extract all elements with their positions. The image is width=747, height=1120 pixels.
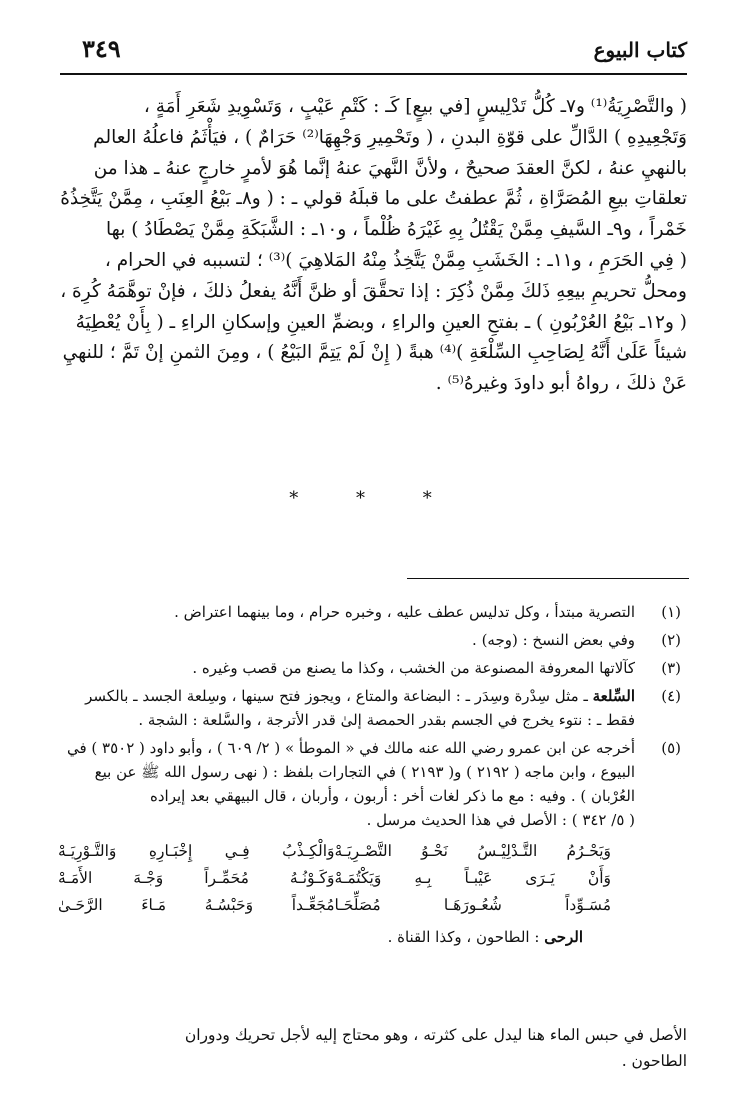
footnote-number: (٤) xyxy=(661,687,681,705)
poem-hemistich-right: وَأَنْ يَـرَى عَيْبـاً بِـهِ وَيَكْتُمَـهْ xyxy=(334,869,611,887)
main-text xyxy=(58,92,687,400)
footnote-text: العُرْبان ) . وفيه : مع ما ذكر لغات أخر : أربون ، وأربان ، قال البيهقي بعد إيراده xyxy=(150,787,635,805)
main-line: ( فِي الحَرَمِ ، و١١ـ : الخَشَبِ مِمَّنْ يَتَّخِذُ مِنْهُ المَلاهِيَ )⁽³⁾ ؛ لتسببه في الحرام ، xyxy=(104,249,687,271)
poem-verse xyxy=(58,892,611,919)
footnote-text: أخرجه عن ابن عمرو رضي الله عنه مالك في « الموطأ » ( ٢/ ٦٠٩ ) ، وأبو داود ( ٣٥٠٢ ) في xyxy=(66,739,635,757)
main-line: عَنْ ذلكَ ، رواهُ أبو داودَ وغيرهُ⁽⁵⁾ . xyxy=(435,373,687,395)
running-title: كتاب البيوع xyxy=(593,38,687,62)
footnote-text: كآلاتها المعروفة المصنوعة من الخشب ، وكذا ما يصنع من قصب وغيره . xyxy=(192,659,635,677)
main-line: ومحلُّ تحريمِ بيعِهِ ذَلكَ مِمَّنْ ذُكِرَ : إذا تحقَّقَ أو ظنَّ أَنَّهُ يفعلُ ذلكَ ، فإنْ توهَّمَهُ كُرِهَ ، xyxy=(60,280,687,302)
main-line: ( والتَّصْرِيَةُ⁽¹⁾ و٧ـ كُلُّ تَدْلِيسٍ [في بيعٍ] كَـ : كَتْمِ عَيْبٍ ، وَتَسْوِيدِ شَعَرِ أَمَةٍ ، xyxy=(143,96,687,117)
page-header xyxy=(60,34,687,70)
footnote-text xyxy=(58,684,635,708)
footnote-text: وفي بعض النسخ : (وجه) . xyxy=(472,631,635,649)
section-ornament: * * * xyxy=(289,488,458,509)
poem-verse xyxy=(58,865,611,892)
header-rule xyxy=(60,73,687,75)
main-line: ( و١٢ـ بَيْعُ العُرْبُونِ ) ـ بفتحِ العينِ والراءِ ، وبضمِّ العينِ وإسكانِ الراءِ ـ ( بِأَنْ يُعْطِيَهُ xyxy=(75,311,687,333)
footnotes xyxy=(58,600,687,953)
ruha-definition: : الطاحون ، وكذا القناة . xyxy=(387,928,545,946)
main-line: وَتَجْعِيدِهِ ) الدَّالِّ على قوّةِ البدنِ ، ( وتَحْمِيرِ وَجْهِهَا⁽²⁾ حَرَامٌ ) ، فيَأْثَمُ فاعلُهُ العالم xyxy=(93,126,687,148)
poem xyxy=(58,838,611,919)
footnote-number: (٥) xyxy=(661,739,681,757)
footnote-2 xyxy=(58,628,687,652)
poem-hemistich-left: وَكَـوْنُـهُ مُحَمِّـراً وَجْـهَ الأَمَـهْ xyxy=(58,869,335,887)
footnote-text: التصرية مبتدأ ، وكل تدليس عطف عليه ، وخبره حرام ، وما بينهما اعتراض . xyxy=(174,603,635,621)
closing-line: الطاحون . xyxy=(621,1052,687,1070)
poem-hemistich-left: وَالْكِـذْبُ فِـي إِخْبَـارِهِ وَالتَّـوْرِيَـهْ xyxy=(58,842,335,860)
poem-hemistich-left: مُجَعِّـداً وَحَبْسُـهُ مَـاءَ الرَّحَـىٰ xyxy=(58,896,335,914)
main-line: تعلقاتِ بيعِ المُصَرَّاةِ ، ثُمَّ عطفتُ على ما قبلَهُ قولي ـ : ( و٨ـ بَيْعُ العِنَبِ ، مِمَّنْ يَتَّخِذُهُ xyxy=(60,188,687,210)
ruha-term: الرحى xyxy=(544,928,583,946)
main-line: شيئاً عَلَىٰ أَنَّهُ لِصَاحِبِ السِّلْعَةِ )⁽⁴⁾ هبةً ( إِنْ لَمْ يَتِمَّ البَيْعُ ) ، ومِنَ الثمنِ إنْ تَمَّ ؛ للنهيِ xyxy=(62,342,687,364)
main-line: بالنهيِ عنهُ ، لكنَّ العقدَ صحيحٌ ، ولأنَّ النَّهيَ عنهُ إنَّما هُوَ لأمرٍ خارجٍ عنهُ ـ هذا من xyxy=(93,157,687,179)
footnote-text: ( ٥/ ٣٤٢ ) : الأصل في هذا الحديث مرسل . xyxy=(366,811,635,829)
poem-hemistich-right: مُسَـوِّداً شُعُـورَهَـا مُصَلِّحَـا xyxy=(334,896,611,914)
footnote-term: السِّلعة xyxy=(592,687,635,705)
ruha-note xyxy=(58,925,583,949)
footnote-line: ـ مثل سِدْرة وسِدَر ـ : البضاعة والمتاع ، ويجوز فتح سينها ، وسِلعة الجسد ـ بالكسر xyxy=(85,687,593,705)
closing-note xyxy=(58,1022,687,1074)
footnote-text: فقط ـ : نتوء يخرج في الجسم بقدر الحمصة إلىٰ قدر الأترجة ، والسَّلعة : الشجة . xyxy=(138,711,635,729)
footnote-4 xyxy=(58,684,687,732)
footnote-rule xyxy=(407,578,689,579)
footnote-text: البيوع ، وابن ماجه ( ٢١٩٢ ) و( ٢١٩٣ ) في التجارات بلفظ : ( نهى رسول الله ﷺ عن بيع xyxy=(94,763,635,781)
footnote-5 xyxy=(58,736,687,949)
footnote-number: (٣) xyxy=(661,659,681,677)
main-line: خَمْراً ، و٩ـ السَّيفِ مِمَّنْ يَقْتُلُ بِهِ غَيْرَهُ ظُلْماً ، و١٠ـ : الشَّبَكَةِ مِمَّنْ يَصْطَادُ ) بها xyxy=(106,219,687,241)
page-number: ٣٤٩ xyxy=(82,34,121,63)
poem-hemistich-right: وَيَحْـرُمُ التَّـدْلِيْـسُ نَحْـوُ التَّصْـرِيَـهْ xyxy=(334,842,611,860)
footnote-3 xyxy=(58,656,687,680)
footnote-number: (٢) xyxy=(661,631,681,649)
poem-verse xyxy=(58,838,611,865)
closing-line: الأصل في حبس الماء هنا ليدل على كثرته ، وهو محتاج إليه لأجل تحريك ودوران xyxy=(184,1026,687,1044)
footnote-number: (١) xyxy=(661,603,681,621)
footnote-1 xyxy=(58,600,687,624)
